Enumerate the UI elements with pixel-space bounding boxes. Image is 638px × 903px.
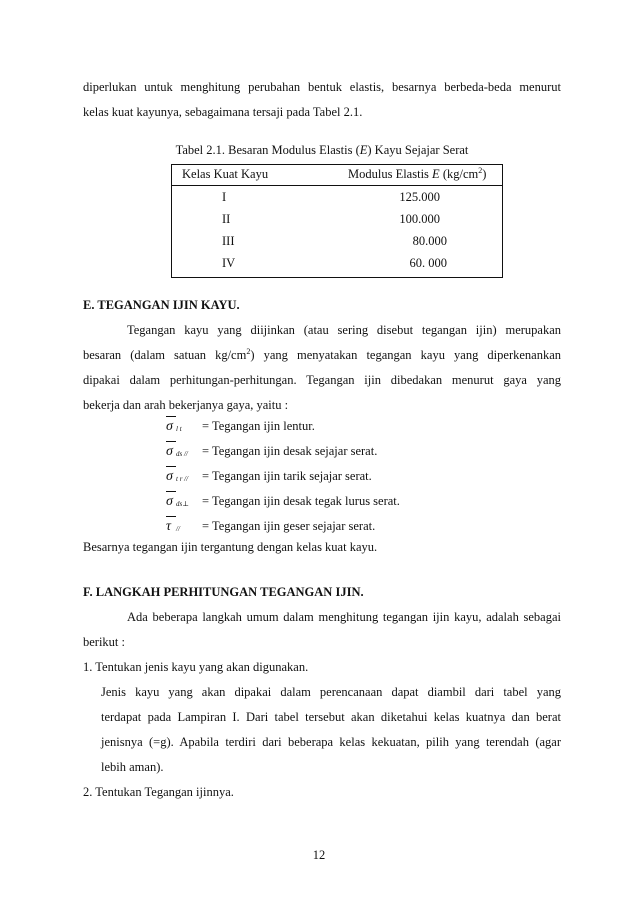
symbol-description: = Tegangan ijin desak tegak lurus serat. xyxy=(202,494,400,508)
header-modulus-var: E xyxy=(432,167,440,181)
header-kelas: Kelas Kuat Kayu xyxy=(182,167,269,181)
cell-modulus: 125.000 xyxy=(399,190,440,204)
table-caption xyxy=(83,143,561,158)
modulus-table xyxy=(171,164,503,278)
symbol-description: = Tegangan ijin geser sejajar serat. xyxy=(202,519,376,533)
table-row xyxy=(172,210,502,232)
cell-kelas: IV xyxy=(222,256,236,270)
list-item-1: 1. Tentukan jenis kayu yang akan digunakan. xyxy=(83,660,309,674)
header-modulus-sup: 2 xyxy=(478,165,483,175)
caption-var: E xyxy=(359,143,368,157)
sigma-lt-symbol: σ l t xyxy=(162,415,198,435)
header-modulus xyxy=(348,167,486,182)
list-item-1-line-1: Jenis kayu yang akan dipakai dalam perencanaan dapat diambil dari tabel yang xyxy=(101,685,561,699)
sigma-tr-symbol: σ t r // xyxy=(162,465,198,485)
intro-line-2: kelas kuat kayunya, sebagaimana tersaji pada Tabel 2.1. xyxy=(83,105,363,119)
section-f-heading: F. LANGKAH PERHITUNGAN TEGANGAN IJIN. xyxy=(83,585,364,599)
list-item-2: 2. Tentukan Tegangan ijinnya. xyxy=(83,785,234,799)
cell-modulus: 60. 000 xyxy=(409,256,447,270)
section-f-line-2: berikut : xyxy=(83,635,126,649)
symbol-description: = Tegangan ijin tarik sejajar serat. xyxy=(202,469,372,483)
section-e-line-4: bekerja dan arah bekerjanya gaya, yaitu : xyxy=(83,398,289,412)
section-e-line-2 xyxy=(83,348,561,363)
section-e-heading: E. TEGANGAN IJIN KAYU. xyxy=(83,298,240,312)
cell-modulus: 100.000 xyxy=(399,212,440,226)
symbol-description: = Tegangan ijin desak sejajar serat. xyxy=(202,444,378,458)
section-e-line-1: Tegangan kayu yang diijinkan (atau sering disebut tegangan ijin) merupakan xyxy=(127,323,561,337)
section-e-line-2-post: ) yang menyatakan tegangan kayu yang diperkenankan xyxy=(250,348,561,362)
table-row xyxy=(172,254,502,276)
tau-symbol: τ // xyxy=(162,515,198,535)
list-item-1-line-4: lebih aman). xyxy=(101,760,164,774)
section-e-closing: Besarnya tegangan ijin tergantung dengan kelas kuat kayu. xyxy=(83,540,378,554)
header-modulus-close: ) xyxy=(482,167,487,181)
cell-kelas: I xyxy=(222,190,227,204)
list-item-1-line-2: terdapat pada Lampiran I. Dari tabel tersebut akan diketahui kelas kuatnya dan berat xyxy=(101,710,561,724)
caption-pre: Tabel 2.1. Besaran Modulus Elastis ( xyxy=(175,143,360,157)
symbol-description: = Tegangan ijin lentur. xyxy=(202,419,315,433)
caption-post: ) Kayu Sejajar Serat xyxy=(367,143,469,157)
cell-kelas: II xyxy=(222,212,231,226)
section-e-line-2-sup: 2 xyxy=(246,346,251,356)
sigma-ds-perp-symbol: σ ds⊥ xyxy=(162,490,198,510)
header-modulus-pre: Modulus Elastis xyxy=(348,167,433,181)
section-e-line-2-pre: besaran (dalam satuan kg/cm xyxy=(83,348,247,362)
table-row xyxy=(172,188,502,210)
sigma-ds-symbol: σ ds // xyxy=(162,440,198,460)
table-row xyxy=(172,232,502,254)
page-number: 12 xyxy=(312,848,326,862)
intro-line-1: diperlukan untuk menghitung perubahan bentuk elastis, besarnya berbeda-beda menurut xyxy=(83,80,561,94)
header-modulus-unit: (kg/cm xyxy=(439,167,479,181)
table-header xyxy=(172,165,502,186)
cell-kelas: III xyxy=(222,234,235,248)
section-f-line-1: Ada beberapa langkah umum dalam menghitung tegangan ijin kayu, adalah sebagai xyxy=(127,610,561,624)
cell-modulus: 80.000 xyxy=(412,234,447,248)
section-e-line-3: dipakai dalam perhitungan-perhitungan. Tegangan ijin dibedakan menurut gaya yang xyxy=(83,373,561,387)
list-item-1-line-3: jenisnya (=g). Apabila terdiri dari beberapa kelas kekuatan, pilih yang terendah (agar xyxy=(101,735,561,749)
